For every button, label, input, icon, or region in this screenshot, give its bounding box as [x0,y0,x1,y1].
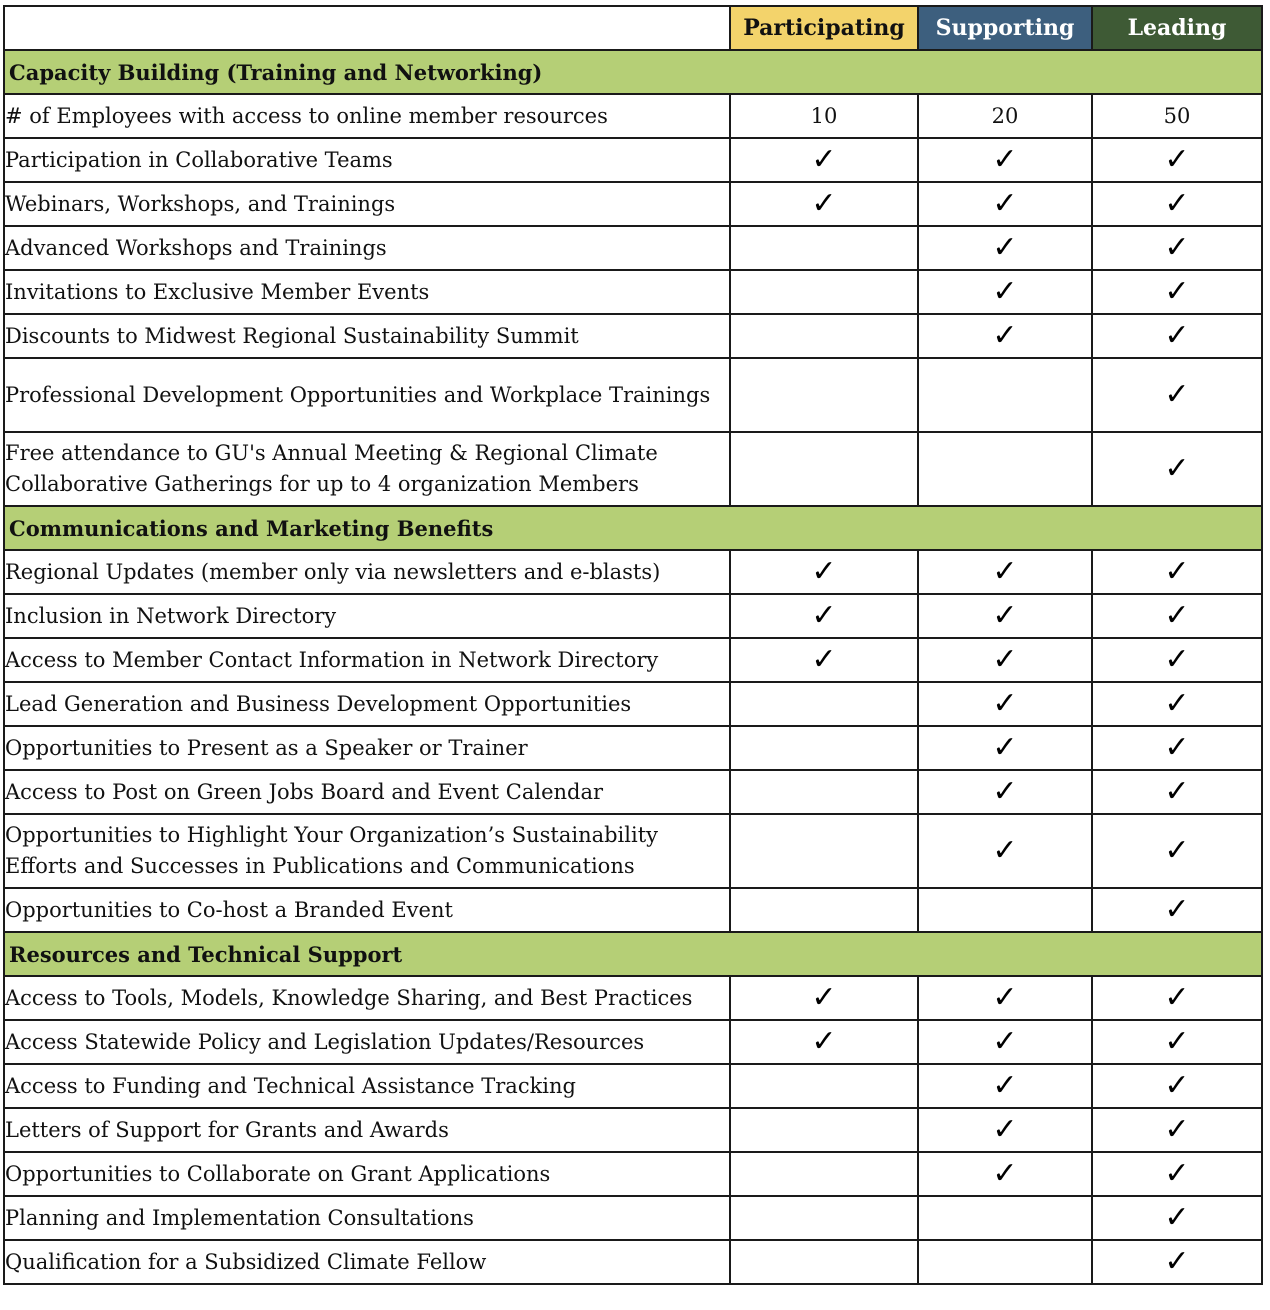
cell-supporting [918,726,1092,770]
check-mark-icon: ✓ [992,686,1018,721]
check-mark-icon: ✓ [992,774,1018,809]
benefit-row [4,594,1262,638]
benefit-row [4,1152,1262,1196]
cell-leading [1092,638,1262,682]
benefit-row [4,1240,1262,1284]
benefit-label: Qualification for a Subsidized Climate Fellow [4,1240,730,1284]
benefit-label: Discounts to Midwest Regional Sustainability Summit [4,314,730,358]
benefit-row [4,888,1262,932]
benefit-row [4,94,1262,138]
cell-leading [1092,432,1262,506]
section-title: Communications and Marketing Benefits [4,506,1262,550]
cell-participating [730,1152,918,1196]
benefit-label: # of Employees with access to online member resources [4,94,730,138]
cell-participating [730,226,918,270]
benefit-row [4,432,1262,506]
check-mark-icon: ✓ [811,554,837,589]
cell-participating [730,726,918,770]
check-mark-icon: ✓ [811,598,837,633]
check-mark-icon: ✓ [992,186,1018,221]
cell-leading [1092,1108,1262,1152]
cell-supporting [918,594,1092,638]
benefit-row [4,358,1262,432]
benefit-label: Opportunities to Present as a Speaker or Trainer [4,726,730,770]
check-mark-icon: ✓ [1164,142,1190,177]
check-mark-icon: ✓ [1164,318,1190,353]
check-mark-icon: ✓ [992,980,1018,1015]
benefit-label: Invitations to Exclusive Member Events [4,270,730,314]
header-blank-cell [4,6,730,50]
benefit-label: Regional Updates (member only via newsletters and e-blasts) [4,550,730,594]
check-mark-icon: ✓ [1164,980,1190,1015]
check-mark-icon: ✓ [1164,186,1190,221]
benefit-row [4,182,1262,226]
check-mark-icon: ✓ [1164,833,1190,868]
benefit-label: Lead Generation and Business Development Opportunities [4,682,730,726]
benefit-row [4,682,1262,726]
cell-leading [1092,594,1262,638]
check-mark-icon: ✓ [1164,1156,1190,1191]
tier-header-supporting: Supporting [918,6,1092,50]
membership-benefits-table [3,5,1263,1285]
cell-supporting [918,1240,1092,1284]
benefit-row [4,1064,1262,1108]
cell-participating [730,682,918,726]
cell-participating [730,1064,918,1108]
cell-supporting [918,814,1092,888]
cell-supporting [918,976,1092,1020]
benefit-row [4,1196,1262,1240]
cell-supporting [918,1196,1092,1240]
cell-participating [730,314,918,358]
cell-leading [1092,1240,1262,1284]
section-title: Resources and Technical Support [4,932,1262,976]
check-mark-icon: ✓ [992,230,1018,265]
cell-leading [1092,94,1262,138]
cell-supporting [918,638,1092,682]
benefit-label: Participation in Collaborative Teams [4,138,730,182]
benefit-label: Planning and Implementation Consultations [4,1196,730,1240]
cell-leading [1092,182,1262,226]
check-mark-icon: ✓ [1164,377,1190,412]
check-mark-icon: ✓ [992,274,1018,309]
benefit-row [4,726,1262,770]
cell-participating [730,976,918,1020]
check-mark-icon: ✓ [992,1068,1018,1103]
check-mark-icon: ✓ [992,730,1018,765]
check-mark-icon: ✓ [1164,686,1190,721]
check-mark-icon: ✓ [811,1024,837,1059]
check-mark-icon: ✓ [1164,892,1190,927]
check-mark-icon: ✓ [992,142,1018,177]
cell-supporting [918,1152,1092,1196]
check-mark-icon: ✓ [992,318,1018,353]
check-mark-icon: ✓ [1164,730,1190,765]
benefit-row [4,550,1262,594]
cell-leading [1092,1020,1262,1064]
benefit-label: Access Statewide Policy and Legislation Updates/Resources [4,1020,730,1064]
cell-supporting [918,1108,1092,1152]
benefit-row [4,1108,1262,1152]
check-mark-icon: ✓ [1164,1112,1190,1147]
check-mark-icon: ✓ [1164,274,1190,309]
benefit-label: Access to Member Contact Information in Network Directory [4,638,730,682]
section-header-row [4,50,1262,94]
cell-leading [1092,682,1262,726]
cell-leading [1092,226,1262,270]
check-mark-icon: ✓ [811,980,837,1015]
benefit-row [4,226,1262,270]
check-mark-icon: ✓ [992,1156,1018,1191]
employee-count-value: 20 [991,104,1019,128]
tier-header-participating: Participating [730,6,918,50]
benefit-label: Access to Funding and Technical Assistance Tracking [4,1064,730,1108]
cell-participating [730,770,918,814]
check-mark-icon: ✓ [992,1112,1018,1147]
benefit-label: Inclusion in Network Directory [4,594,730,638]
check-mark-icon: ✓ [1164,1068,1190,1103]
cell-leading [1092,770,1262,814]
cell-leading [1092,358,1262,432]
benefit-label: Opportunities to Collaborate on Grant Applications [4,1152,730,1196]
check-mark-icon: ✓ [1164,1244,1190,1279]
cell-participating [730,814,918,888]
check-mark-icon: ✓ [1164,554,1190,589]
cell-leading [1092,1196,1262,1240]
check-mark-icon: ✓ [992,598,1018,633]
cell-supporting [918,94,1092,138]
cell-participating [730,358,918,432]
cell-participating [730,550,918,594]
cell-supporting [918,1020,1092,1064]
benefit-label: Webinars, Workshops, and Trainings [4,182,730,226]
benefit-row [4,814,1262,888]
benefit-label: Free attendance to GU's Annual Meeting & Regional Climate Collaborative Gatherings for up to 4 organization Members [4,432,730,506]
cell-participating [730,432,918,506]
check-mark-icon: ✓ [992,554,1018,589]
check-mark-icon: ✓ [811,186,837,221]
cell-participating [730,182,918,226]
benefit-row [4,770,1262,814]
benefit-row [4,1020,1262,1064]
check-mark-icon: ✓ [1164,230,1190,265]
section-header-row [4,932,1262,976]
tier-header-leading: Leading [1092,6,1262,50]
check-mark-icon: ✓ [992,642,1018,677]
cell-supporting [918,182,1092,226]
cell-leading [1092,726,1262,770]
benefit-label: Letters of Support for Grants and Awards [4,1108,730,1152]
cell-supporting [918,550,1092,594]
cell-supporting [918,888,1092,932]
cell-supporting [918,314,1092,358]
cell-leading [1092,976,1262,1020]
check-mark-icon: ✓ [811,142,837,177]
benefit-row [4,138,1262,182]
cell-supporting [918,270,1092,314]
benefit-row [4,976,1262,1020]
benefit-label: Opportunities to Highlight Your Organization’s Sustainability Efforts and Successes in Publications and Communications [4,814,730,888]
check-mark-icon: ✓ [992,833,1018,868]
cell-supporting [918,1064,1092,1108]
cell-leading [1092,270,1262,314]
cell-supporting [918,358,1092,432]
check-mark-icon: ✓ [811,642,837,677]
cell-leading [1092,550,1262,594]
employee-count-value: 10 [810,104,838,128]
benefit-row [4,270,1262,314]
cell-supporting [918,432,1092,506]
benefit-row [4,638,1262,682]
cell-supporting [918,138,1092,182]
section-header-row [4,506,1262,550]
check-mark-icon: ✓ [1164,1024,1190,1059]
benefit-row [4,314,1262,358]
check-mark-icon: ✓ [1164,598,1190,633]
check-mark-icon: ✓ [992,1024,1018,1059]
cell-leading [1092,1152,1262,1196]
cell-participating [730,1108,918,1152]
check-mark-icon: ✓ [1164,1200,1190,1235]
check-mark-icon: ✓ [1164,774,1190,809]
cell-participating [730,1020,918,1064]
check-mark-icon: ✓ [1164,451,1190,486]
cell-participating [730,138,918,182]
cell-participating [730,638,918,682]
benefit-label: Advanced Workshops and Trainings [4,226,730,270]
cell-leading [1092,138,1262,182]
cell-participating [730,888,918,932]
cell-participating [730,270,918,314]
section-title: Capacity Building (Training and Networking) [4,50,1262,94]
employee-count-value: 50 [1163,104,1191,128]
benefit-label: Opportunities to Co-host a Branded Event [4,888,730,932]
cell-supporting [918,226,1092,270]
cell-leading [1092,888,1262,932]
check-mark-icon: ✓ [1164,642,1190,677]
cell-participating [730,594,918,638]
cell-participating [730,1196,918,1240]
cell-leading [1092,314,1262,358]
cell-supporting [918,770,1092,814]
benefit-label: Professional Development Opportunities and Workplace Trainings [4,358,730,432]
cell-leading [1092,814,1262,888]
cell-supporting [918,682,1092,726]
cell-participating [730,1240,918,1284]
benefit-label: Access to Post on Green Jobs Board and Event Calendar [4,770,730,814]
tier-header-row [4,6,1262,50]
cell-participating [730,94,918,138]
cell-leading [1092,1064,1262,1108]
benefit-label: Access to Tools, Models, Knowledge Sharing, and Best Practices [4,976,730,1020]
